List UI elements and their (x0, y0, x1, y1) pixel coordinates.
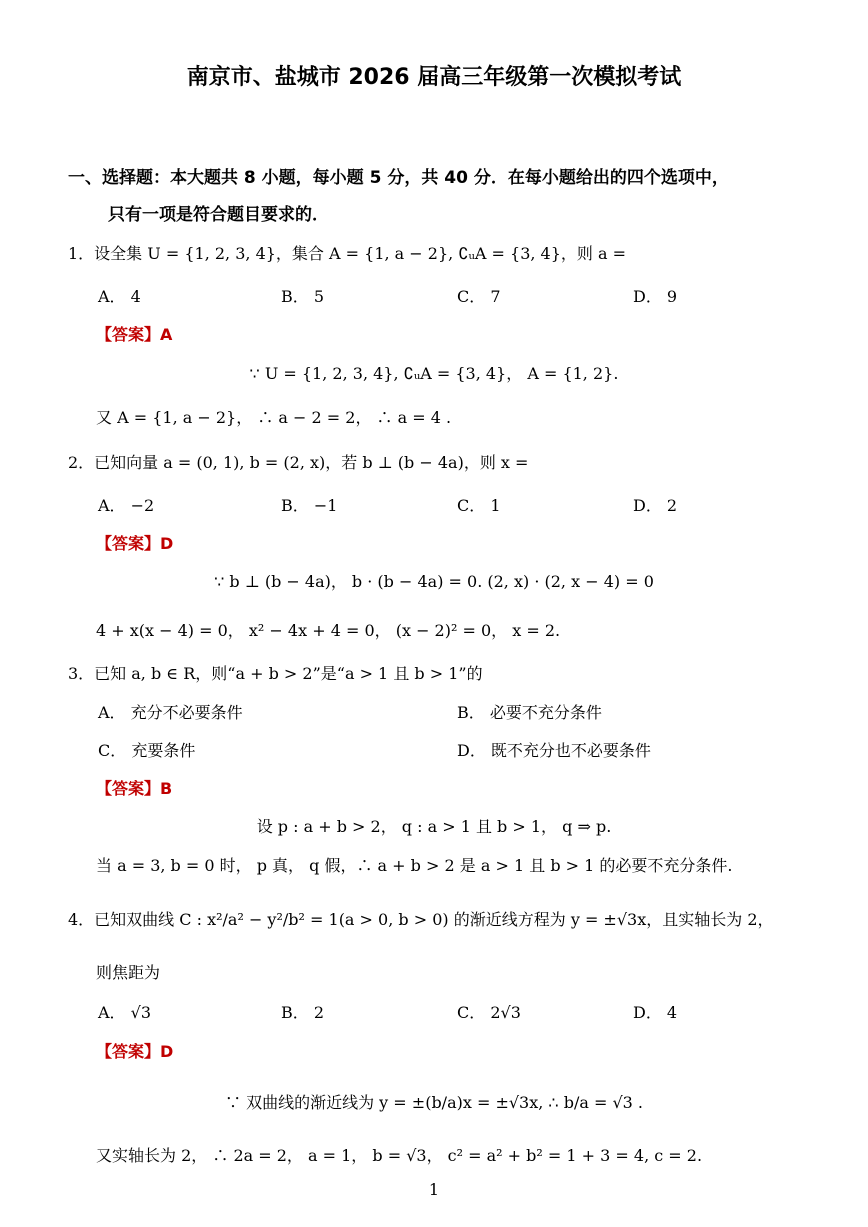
page-title: 南京市、盐城市 2026 届高三年级第一次模拟考试 (186, 65, 682, 90)
question-4-solution-line2: 又实轴长为 2， ∴ 2a = 2， a = 1， b = √3， c² = a² + b² = 1 + 3 = 4, c = 2. (96, 1146, 703, 1165)
section-heading-line1: 一、选择题：本大题共 8 小题，每小题 5 分，共 40 分．在每小题给出的四个选项中， (68, 168, 729, 188)
question-1-option-b: B． 5 (281, 287, 325, 306)
question-3-option-c: C． 充要条件 (98, 741, 196, 760)
question-1-option-c: C． 7 (457, 287, 501, 306)
question-3-option-a: A． 充分不必要条件 (98, 703, 243, 722)
question-4-option-c: C． 2√3 (457, 1003, 521, 1022)
question-1-solution-line1: ∵ U = {1, 2, 3, 4}, ∁ᵤA = {3, 4}， A = {1, 2}. (249, 364, 619, 383)
question-3-option-d: D． 既不充分也不必要条件 (457, 741, 651, 760)
question-4-solution-line1: ∵ 双曲线的渐近线为 y = ±(b/a)x = ±√3x, ∴ b/a = √3 . (225, 1093, 643, 1112)
question-1-option-d: D． 9 (633, 287, 678, 306)
question-1-answer: 【答案】A (96, 325, 173, 344)
question-2-option-b: B． −1 (281, 496, 338, 515)
question-2-answer: 【答案】D (96, 534, 174, 553)
question-3-solution-line1: 设 p : a + b > 2， q : a > 1 且 b > 1， q ⇒ p. (256, 817, 612, 836)
question-4-stem: 4．已知双曲线 C : x²/a² − y²/b² = 1(a > 0, b > 0) 的渐近线方程为 y = ±√3x，且实轴长为 2， (68, 910, 774, 929)
question-2-option-c: C． 1 (457, 496, 501, 515)
question-4-option-b: B． 2 (281, 1003, 325, 1022)
question-4-option-a: A． √3 (98, 1003, 152, 1022)
question-3-stem: 3．已知 a, b ∈ R，则“a + b > 2”是“a > 1 且 b > 1”的 (68, 664, 483, 683)
question-2-option-d: D． 2 (633, 496, 678, 515)
question-2-solution-line2: 4 + x(x − 4) = 0， x² − 4x + 4 = 0， (x − 2)² = 0， x = 2. (96, 621, 561, 640)
question-2-stem: 2．已知向量 a = (0, 1), b = (2, x)，若 b ⊥ (b − 4a)，则 x = (68, 453, 529, 472)
question-3-solution-line2: 当 a = 3, b = 0 时， p 真， q 假，∴ a + b > 2 是 a > 1 且 b > 1 的必要不充分条件. (96, 856, 733, 875)
question-4-option-d: D． 4 (633, 1003, 678, 1022)
question-3-option-b: B． 必要不充分条件 (457, 703, 602, 722)
question-1-stem: 1．设全集 U = {1, 2, 3, 4}，集合 A = {1, a − 2}, ∁ᵤA = {3, 4}，则 a = (68, 244, 627, 263)
question-1-option-a: A． 4 (98, 287, 141, 306)
page-number: 1 (428, 1180, 440, 1199)
question-1-solution-line2: 又 A = {1, a − 2}， ∴ a − 2 = 2， ∴ a = 4 . (96, 408, 452, 427)
question-2-option-a: A． −2 (98, 496, 155, 515)
section-heading-line2: 只有一项是符合题目要求的． (108, 205, 329, 225)
question-4-stem-line2: 则焦距为 (96, 963, 161, 982)
question-4-answer: 【答案】D (96, 1042, 174, 1061)
question-2-solution-line1: ∵ b ⊥ (b − 4a)， b · (b − 4a) = 0. (2, x) · (2, x − 4) = 0 (214, 572, 654, 591)
question-3-answer: 【答案】B (96, 779, 173, 798)
